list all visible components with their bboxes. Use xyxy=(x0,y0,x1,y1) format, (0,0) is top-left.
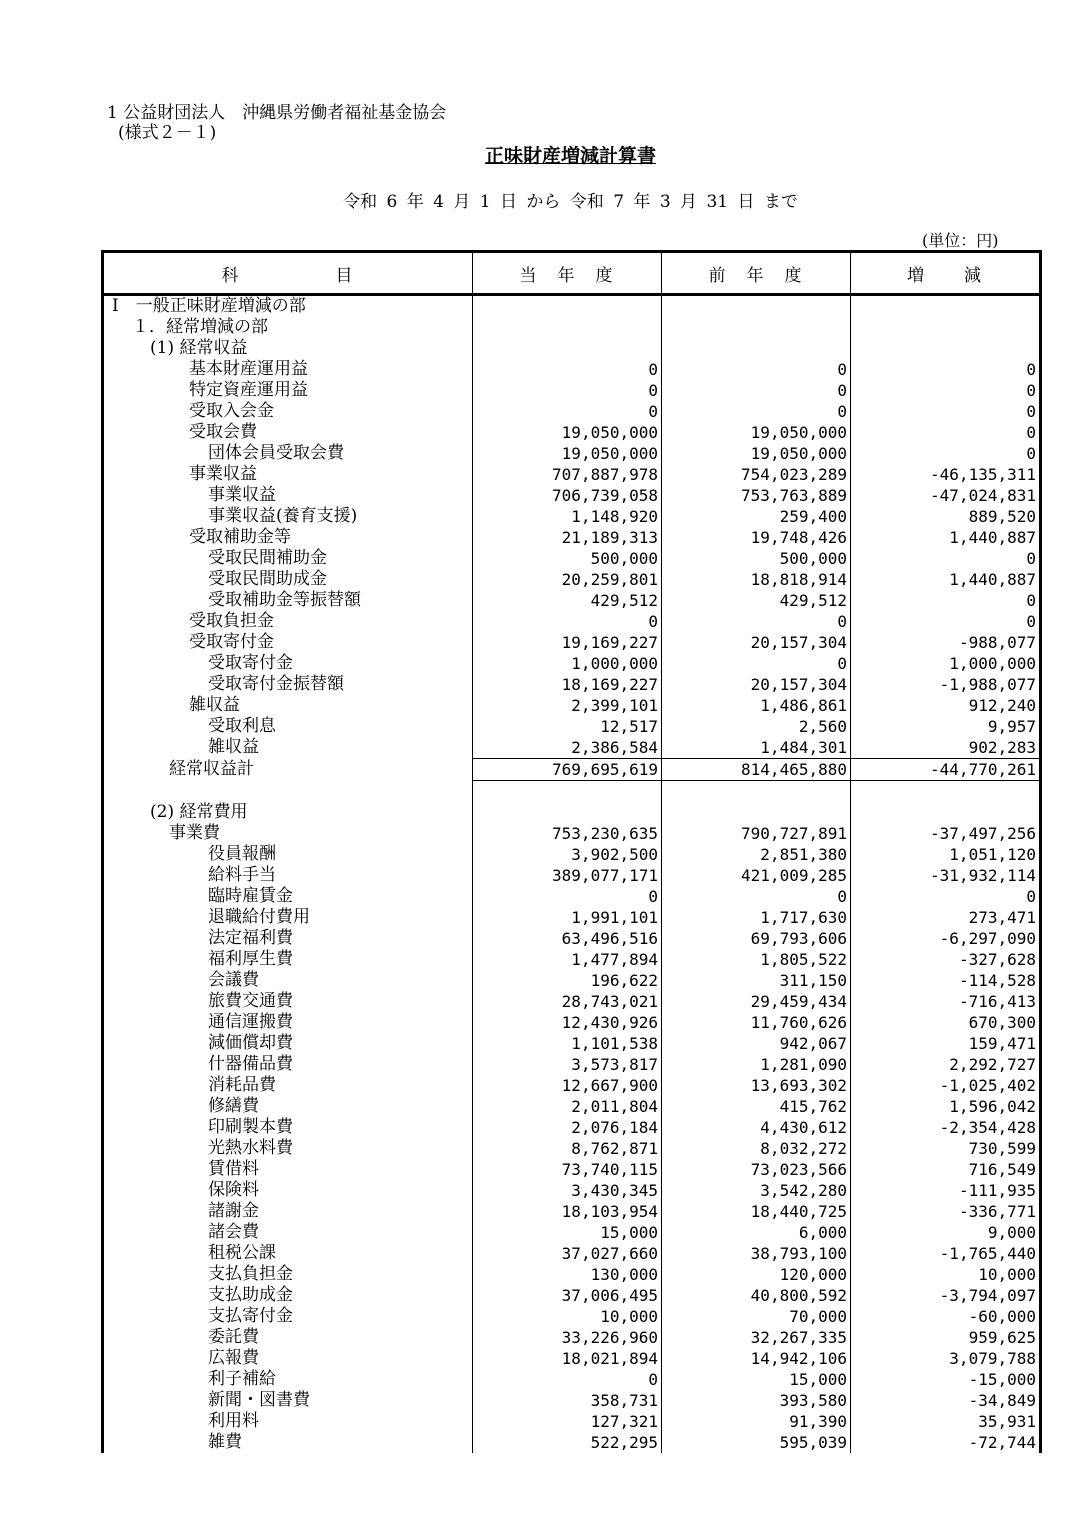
current-year-value: 33,226,960 xyxy=(473,1327,662,1348)
change-value: 0 xyxy=(1026,360,1036,379)
row-label: 通信運搬費 xyxy=(103,1012,473,1033)
row-label: 基本財産運用益 xyxy=(103,359,473,380)
statement-body xyxy=(103,295,1041,1454)
previous-year-value: 421,009,285 xyxy=(662,865,851,886)
change-value: -6,297,090 xyxy=(939,929,1036,948)
organization-name: 1 公益財団法人 沖縄県労働者福祉基金協会 xyxy=(107,103,447,123)
current-year-value: 18,021,894 xyxy=(473,1348,662,1369)
row-label: 受取補助金等 xyxy=(103,527,473,548)
previous-year-value: 20,157,304 xyxy=(662,632,851,653)
change-value: 2,292,727 xyxy=(949,1055,1036,1074)
row-label: 団体会員受取会費 xyxy=(103,443,473,464)
row-label: 光熱水料費 xyxy=(103,1138,473,1159)
header-row xyxy=(103,252,1041,295)
previous-year-value: 942,067 xyxy=(662,1033,851,1054)
previous-year-value xyxy=(662,802,851,823)
table-row xyxy=(103,1306,1041,1327)
current-year-value: 2,076,184 xyxy=(473,1117,662,1138)
previous-year-value: 32,267,335 xyxy=(662,1327,851,1348)
previous-year-value: 790,727,891 xyxy=(662,823,851,844)
current-year-value xyxy=(473,802,662,823)
row-label: 特定資産運用益 xyxy=(103,380,473,401)
row-label: 修繕費 xyxy=(103,1096,473,1117)
current-year-value: 358,731 xyxy=(473,1390,662,1411)
current-year-value: 2,386,584 xyxy=(473,737,662,759)
current-year-value: 707,887,978 xyxy=(473,464,662,485)
table-row xyxy=(103,1369,1041,1390)
row-label: 受取会費 xyxy=(103,422,473,443)
current-year-value: 15,000 xyxy=(473,1222,662,1243)
current-year-value: 769,695,619 xyxy=(473,759,662,781)
row-label: 減価償却費 xyxy=(103,1033,473,1054)
table-row xyxy=(103,1411,1041,1432)
change-value: -15,000 xyxy=(968,1370,1036,1389)
current-year-value: 37,027,660 xyxy=(473,1243,662,1264)
row-label: 福利厚生費 xyxy=(103,949,473,970)
row-label: Ⅰ 一般正味財産増減の部 xyxy=(103,295,473,318)
table-row xyxy=(103,823,1041,844)
row-label: 利子補給 xyxy=(103,1369,473,1390)
change-value: -716,413 xyxy=(958,992,1036,1011)
previous-year-value: 18,818,914 xyxy=(662,569,851,590)
change-value: -46,135,311 xyxy=(930,465,1036,484)
previous-year-value xyxy=(662,781,851,803)
change-value: -327,628 xyxy=(958,950,1036,969)
table-row xyxy=(103,1348,1041,1369)
change-value: -60,000 xyxy=(968,1307,1036,1326)
previous-year-value: 70,000 xyxy=(662,1306,851,1327)
change-value: 0 xyxy=(1026,591,1036,610)
row-label: 雑費 xyxy=(103,1432,473,1453)
table-row xyxy=(103,737,1041,759)
current-year-value: 18,169,227 xyxy=(473,674,662,695)
previous-year-value: 500,000 xyxy=(662,548,851,569)
row-label xyxy=(103,781,473,803)
table-row xyxy=(103,759,1041,781)
row-label: 受取入会金 xyxy=(103,401,473,422)
previous-year-value: 20,157,304 xyxy=(662,674,851,695)
current-year-value: 18,103,954 xyxy=(473,1201,662,1222)
change-value: 0 xyxy=(1026,549,1036,568)
table-row xyxy=(103,1222,1041,1243)
table-row xyxy=(103,485,1041,506)
change-value: -111,935 xyxy=(958,1181,1036,1200)
change-value: 0 xyxy=(1026,402,1036,421)
table-row xyxy=(103,1138,1041,1159)
row-label: 支払寄付金 xyxy=(103,1306,473,1327)
current-year-value: 0 xyxy=(473,611,662,632)
previous-year-value: 595,039 xyxy=(662,1432,851,1453)
table-row xyxy=(103,781,1041,803)
previous-year-value xyxy=(662,295,851,318)
current-year-value: 19,169,227 xyxy=(473,632,662,653)
previous-year-value: 38,793,100 xyxy=(662,1243,851,1264)
current-year-value: 429,512 xyxy=(473,590,662,611)
table-row xyxy=(103,1243,1041,1264)
change-value: 959,625 xyxy=(968,1328,1036,1347)
change-value: 912,240 xyxy=(968,696,1036,715)
column-header-item: 科 目 xyxy=(103,252,473,295)
current-year-value: 3,430,345 xyxy=(473,1180,662,1201)
current-year-value: 3,573,817 xyxy=(473,1054,662,1075)
change-value: 902,283 xyxy=(851,737,1041,759)
unit-label: (単位：円) xyxy=(922,231,999,250)
current-year-value: 389,077,171 xyxy=(473,865,662,886)
row-label: 受取利息 xyxy=(103,716,473,737)
row-label: (2) 経常費用 xyxy=(103,802,473,823)
row-label: 保険料 xyxy=(103,1180,473,1201)
row-label: 新聞・図書費 xyxy=(103,1390,473,1411)
row-label: 委託費 xyxy=(103,1327,473,1348)
previous-year-value: 429,512 xyxy=(662,590,851,611)
current-year-value: 12,517 xyxy=(473,716,662,737)
table-row xyxy=(103,1201,1041,1222)
change-value: 716,549 xyxy=(968,1160,1036,1179)
row-label: 事業収益 xyxy=(103,485,473,506)
table-row xyxy=(103,1054,1041,1075)
current-year-value: 19,050,000 xyxy=(473,443,662,464)
current-year-value: 522,295 xyxy=(473,1432,662,1453)
table-row xyxy=(103,716,1041,737)
previous-year-value: 1,717,630 xyxy=(662,907,851,928)
current-year-value: 63,496,516 xyxy=(473,928,662,949)
previous-year-value: 19,050,000 xyxy=(662,443,851,464)
table-row xyxy=(103,1264,1041,1285)
table-row xyxy=(103,1327,1041,1348)
previous-year-value: 0 xyxy=(662,401,851,422)
change-value: 35,931 xyxy=(978,1412,1036,1431)
change-value: -336,771 xyxy=(958,1202,1036,1221)
current-year-value: 12,430,926 xyxy=(473,1012,662,1033)
previous-year-value: 311,150 xyxy=(662,970,851,991)
current-year-value: 20,259,801 xyxy=(473,569,662,590)
previous-year-value: 15,000 xyxy=(662,1369,851,1390)
reporting-period: 令和 6 年 4 月 1 日 から 令和 7 年 3 月 31 日 まで xyxy=(343,192,798,212)
previous-year-value xyxy=(662,338,851,359)
change-value: 1,596,042 xyxy=(949,1097,1036,1116)
change-value: -1,988,077 xyxy=(939,675,1036,694)
current-year-value: 73,740,115 xyxy=(473,1159,662,1180)
previous-year-value: 0 xyxy=(662,886,851,907)
column-header-current: 当 年 度 xyxy=(473,252,662,295)
change-value: 670,300 xyxy=(968,1013,1036,1032)
table-row xyxy=(103,802,1041,823)
previous-year-value: 19,050,000 xyxy=(662,422,851,443)
change-value: 889,520 xyxy=(968,507,1036,526)
current-year-value: 0 xyxy=(473,359,662,380)
row-label: 受取寄付金 xyxy=(103,632,473,653)
current-year-value: 500,000 xyxy=(473,548,662,569)
row-label: 雑収益 xyxy=(103,695,473,716)
previous-year-value: 29,459,434 xyxy=(662,991,851,1012)
previous-year-value: 754,023,289 xyxy=(662,464,851,485)
current-year-value xyxy=(473,338,662,359)
row-label: 旅費交通費 xyxy=(103,991,473,1012)
table-row xyxy=(103,380,1041,401)
table-row xyxy=(103,506,1041,527)
change-value: 3,079,788 xyxy=(949,1349,1036,1368)
table-row xyxy=(103,1075,1041,1096)
statement-table xyxy=(101,250,1042,1453)
row-label: １．経常増減の部 xyxy=(103,317,473,338)
previous-year-value: 91,390 xyxy=(662,1411,851,1432)
current-year-value: 706,739,058 xyxy=(473,485,662,506)
change-value xyxy=(851,295,1041,318)
change-value: 0 xyxy=(1026,612,1036,631)
table-row xyxy=(103,674,1041,695)
table-row xyxy=(103,527,1041,548)
row-label: 雑収益 xyxy=(103,737,473,759)
change-value: 159,471 xyxy=(968,1034,1036,1053)
row-label: 受取民間補助金 xyxy=(103,548,473,569)
previous-year-value: 73,023,566 xyxy=(662,1159,851,1180)
previous-year-value: 753,763,889 xyxy=(662,485,851,506)
table-row xyxy=(103,1096,1041,1117)
change-value: -3,794,097 xyxy=(939,1286,1036,1305)
current-year-value: 0 xyxy=(473,1369,662,1390)
current-year-value xyxy=(473,317,662,338)
previous-year-value: 18,440,725 xyxy=(662,1201,851,1222)
change-value: 1,051,120 xyxy=(949,845,1036,864)
current-year-value: 1,477,894 xyxy=(473,949,662,970)
table-row xyxy=(103,1033,1041,1054)
row-label: 受取負担金 xyxy=(103,611,473,632)
change-value: 1,000,000 xyxy=(949,654,1036,673)
previous-year-value: 120,000 xyxy=(662,1264,851,1285)
current-year-value: 10,000 xyxy=(473,1306,662,1327)
table-row xyxy=(103,907,1041,928)
current-year-value: 753,230,635 xyxy=(473,823,662,844)
current-year-value: 12,667,900 xyxy=(473,1075,662,1096)
table-row xyxy=(103,886,1041,907)
row-label: 事業収益 xyxy=(103,464,473,485)
change-value: -37,497,256 xyxy=(930,824,1036,843)
row-label: 法定福利費 xyxy=(103,928,473,949)
current-year-value: 127,321 xyxy=(473,1411,662,1432)
current-year-value xyxy=(473,295,662,318)
table-row xyxy=(103,338,1041,359)
previous-year-value: 393,580 xyxy=(662,1390,851,1411)
row-label: 受取寄付金振替額 xyxy=(103,674,473,695)
row-label: 賃借料 xyxy=(103,1159,473,1180)
row-label: 租税公課 xyxy=(103,1243,473,1264)
previous-year-value: 1,281,090 xyxy=(662,1054,851,1075)
table-row xyxy=(103,865,1041,886)
row-label: 給料手当 xyxy=(103,865,473,886)
table-row xyxy=(103,317,1041,338)
form-number: (様式２－１) xyxy=(118,123,217,143)
table-row xyxy=(103,569,1041,590)
current-year-value: 28,743,021 xyxy=(473,991,662,1012)
change-value: 9,000 xyxy=(987,1223,1036,1242)
current-year-value xyxy=(473,781,662,803)
previous-year-value: 2,851,380 xyxy=(662,844,851,865)
table-row xyxy=(103,949,1041,970)
previous-year-value: 1,486,861 xyxy=(662,695,851,716)
current-year-value: 37,006,495 xyxy=(473,1285,662,1306)
change-value: -34,849 xyxy=(968,1391,1036,1410)
change-value: 1,440,887 xyxy=(949,570,1036,589)
column-header-change: 増 減 xyxy=(851,252,1041,295)
table-row xyxy=(103,611,1041,632)
previous-year-value: 4,430,612 xyxy=(662,1117,851,1138)
previous-year-value: 6,000 xyxy=(662,1222,851,1243)
current-year-value: 3,902,500 xyxy=(473,844,662,865)
change-value: -988,077 xyxy=(958,633,1036,652)
page-title: 正味財産増減計算書 xyxy=(484,145,656,167)
table-row xyxy=(103,422,1041,443)
table-row xyxy=(103,443,1041,464)
row-label: (1) 経常収益 xyxy=(103,338,473,359)
previous-year-value: 0 xyxy=(662,380,851,401)
row-label: 受取補助金等振替額 xyxy=(103,590,473,611)
row-label: 事業費 xyxy=(103,823,473,844)
previous-year-value: 259,400 xyxy=(662,506,851,527)
previous-year-value xyxy=(662,317,851,338)
row-label: 広報費 xyxy=(103,1348,473,1369)
change-value xyxy=(851,781,1041,803)
current-year-value: 19,050,000 xyxy=(473,422,662,443)
table-row xyxy=(103,548,1041,569)
change-value: -1,025,402 xyxy=(939,1076,1036,1095)
row-label: 会議費 xyxy=(103,970,473,991)
current-year-value: 21,189,313 xyxy=(473,527,662,548)
current-year-value: 1,148,920 xyxy=(473,506,662,527)
current-year-value: 196,622 xyxy=(473,970,662,991)
change-value: -47,024,831 xyxy=(930,486,1036,505)
previous-year-value: 14,942,106 xyxy=(662,1348,851,1369)
row-label: 支払助成金 xyxy=(103,1285,473,1306)
column-header-previous: 前 年 度 xyxy=(662,252,851,295)
change-value: 9,957 xyxy=(987,717,1036,736)
current-year-value: 8,762,871 xyxy=(473,1138,662,1159)
previous-year-value: 11,760,626 xyxy=(662,1012,851,1033)
change-value: 0 xyxy=(1026,381,1036,400)
previous-year-value: 8,032,272 xyxy=(662,1138,851,1159)
current-year-value: 1,991,101 xyxy=(473,907,662,928)
table-row xyxy=(103,970,1041,991)
table-row xyxy=(103,401,1041,422)
table-row xyxy=(103,464,1041,485)
previous-year-value: 0 xyxy=(662,653,851,674)
current-year-value: 0 xyxy=(473,401,662,422)
current-year-value: 130,000 xyxy=(473,1264,662,1285)
previous-year-value: 2,560 xyxy=(662,716,851,737)
table-row xyxy=(103,1432,1041,1453)
change-value xyxy=(851,802,1041,823)
table-row xyxy=(103,695,1041,716)
current-year-value: 1,000,000 xyxy=(473,653,662,674)
current-year-value: 0 xyxy=(473,886,662,907)
change-value: -31,932,114 xyxy=(930,866,1036,885)
previous-year-value: 0 xyxy=(662,359,851,380)
current-year-value: 0 xyxy=(473,380,662,401)
current-year-value: 2,011,804 xyxy=(473,1096,662,1117)
change-value: 730,599 xyxy=(968,1139,1036,1158)
row-label: 支払負担金 xyxy=(103,1264,473,1285)
row-label: 役員報酬 xyxy=(103,844,473,865)
change-value: 273,471 xyxy=(968,908,1036,927)
previous-year-value: 814,465,880 xyxy=(662,759,851,781)
row-label: 諸謝金 xyxy=(103,1201,473,1222)
previous-year-value: 415,762 xyxy=(662,1096,851,1117)
table-row xyxy=(103,1159,1041,1180)
change-value: -44,770,261 xyxy=(851,759,1041,781)
table-row xyxy=(103,653,1041,674)
row-label: 什器備品費 xyxy=(103,1054,473,1075)
change-value: 0 xyxy=(1026,423,1036,442)
previous-year-value: 1,805,522 xyxy=(662,949,851,970)
row-label: 受取民間助成金 xyxy=(103,569,473,590)
row-label: 事業収益(養育支援) xyxy=(103,506,473,527)
previous-year-value: 1,484,301 xyxy=(662,737,851,759)
row-label: 消耗品費 xyxy=(103,1075,473,1096)
table-row xyxy=(103,991,1041,1012)
table-row xyxy=(103,1285,1041,1306)
change-value: 0 xyxy=(1026,444,1036,463)
change-value: 10,000 xyxy=(978,1265,1036,1284)
change-value: 0 xyxy=(1026,887,1036,906)
change-value: -114,528 xyxy=(958,971,1036,990)
previous-year-value: 69,793,606 xyxy=(662,928,851,949)
row-label: 諸会費 xyxy=(103,1222,473,1243)
table-row xyxy=(103,359,1041,380)
previous-year-value: 3,542,280 xyxy=(662,1180,851,1201)
row-label: 印刷製本費 xyxy=(103,1117,473,1138)
previous-year-value: 19,748,426 xyxy=(662,527,851,548)
current-year-value: 1,101,538 xyxy=(473,1033,662,1054)
table-row xyxy=(103,928,1041,949)
change-value: -1,765,440 xyxy=(939,1244,1036,1263)
table-row xyxy=(103,590,1041,611)
row-label: 臨時雇賃金 xyxy=(103,886,473,907)
table-row xyxy=(103,295,1041,318)
table-row xyxy=(103,844,1041,865)
change-value: 1,440,887 xyxy=(949,528,1036,547)
table-row xyxy=(103,1180,1041,1201)
table-row xyxy=(103,1117,1041,1138)
table-row xyxy=(103,632,1041,653)
previous-year-value: 13,693,302 xyxy=(662,1075,851,1096)
previous-year-value: 40,800,592 xyxy=(662,1285,851,1306)
change-value: -72,744 xyxy=(968,1433,1036,1452)
change-value: -2,354,428 xyxy=(939,1118,1036,1137)
change-value xyxy=(851,338,1041,359)
row-label: 経常収益計 xyxy=(103,759,473,781)
previous-year-value: 0 xyxy=(662,611,851,632)
row-label: 退職給付費用 xyxy=(103,907,473,928)
table-row xyxy=(103,1390,1041,1411)
current-year-value: 2,399,101 xyxy=(473,695,662,716)
change-value xyxy=(851,317,1041,338)
row-label: 利用料 xyxy=(103,1411,473,1432)
table-row xyxy=(103,1012,1041,1033)
row-label: 受取寄付金 xyxy=(103,653,473,674)
